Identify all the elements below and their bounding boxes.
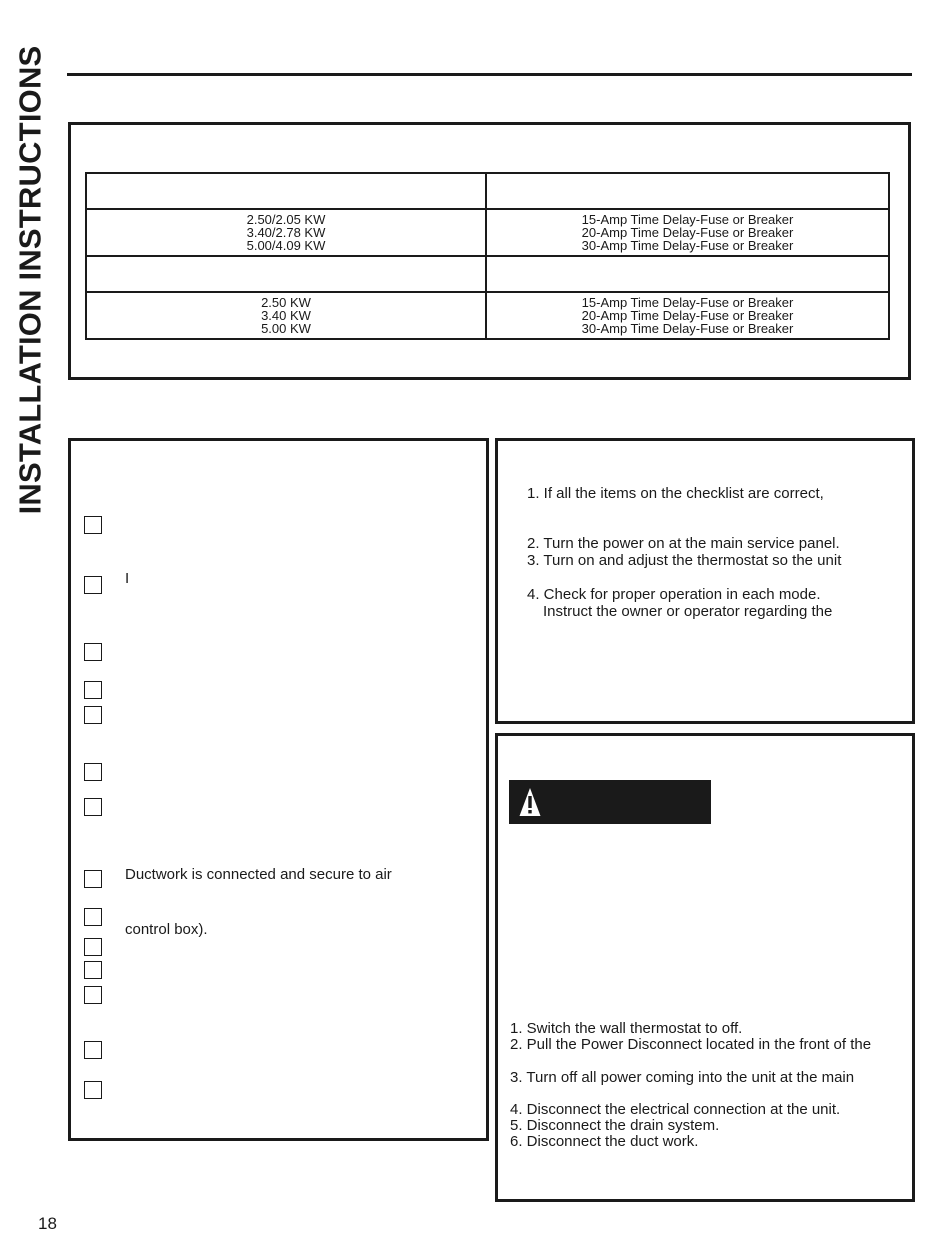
fuse-cell <box>486 209 889 256</box>
rating-cell <box>86 209 486 256</box>
section-title-vertical <box>12 36 48 524</box>
rating-value: 3.40/2.78 KW <box>246 225 326 240</box>
fuse-value: 20-Amp Time Delay-Fuse or Breaker <box>581 225 794 240</box>
checklist-checkbox[interactable] <box>84 1041 102 1059</box>
checklist-checkbox[interactable] <box>84 961 102 979</box>
fuse-value: 15-Amp Time Delay-Fuse or Breaker <box>581 295 794 310</box>
rating-value: 3.40 KW <box>261 308 311 323</box>
installation-checklist-panel <box>68 438 489 1141</box>
checklist-checkbox[interactable] <box>84 908 102 926</box>
header-cell <box>486 256 889 292</box>
fuse-value: 15-Amp Time Delay-Fuse or Breaker <box>581 212 794 227</box>
rating-value: 2.50 KW <box>261 295 311 310</box>
rating-value: 5.00 KW <box>261 321 311 336</box>
page-number: 18 <box>38 1214 57 1233</box>
startup-step-continued: Instruct the owner or operator regarding the <box>543 603 833 620</box>
rating-cell <box>86 292 486 339</box>
unit-removal-panel <box>495 733 915 1202</box>
table-row <box>86 292 889 339</box>
fuse-requirements-panel <box>68 122 911 380</box>
startup-step: 1. If all the items on the checklist are correct, <box>527 485 824 502</box>
checklist-item-text: Ductwork is connected and secure to air <box>125 866 392 883</box>
rating-value: 2.50/2.05 KW <box>246 212 326 227</box>
startup-step: 4. Check for proper operation in each mode. <box>527 586 821 603</box>
removal-step: 4. Disconnect the electrical connection at the unit. <box>510 1101 841 1118</box>
warning-banner <box>509 780 711 824</box>
top-rule <box>67 73 912 76</box>
startup-step: 2. Turn the power on at the main service panel. <box>527 535 840 552</box>
checklist-checkbox[interactable] <box>84 798 102 816</box>
fuse-value: 30-Amp Time Delay-Fuse or Breaker <box>581 238 794 253</box>
table-header-row <box>86 256 889 292</box>
header-cell <box>486 173 889 209</box>
table-header-row <box>86 173 889 209</box>
fuse-value: 30-Amp Time Delay-Fuse or Breaker <box>581 321 794 336</box>
removal-step: 3. Turn off all power coming into the unit at the main <box>510 1069 855 1086</box>
removal-step: 5. Disconnect the drain system. <box>510 1117 720 1134</box>
removal-step: 1. Switch the wall thermostat to off. <box>510 1020 743 1037</box>
header-cell <box>86 173 486 209</box>
section-title: INSTALLATION INSTRUCTIONS <box>12 45 48 515</box>
fuse-cell <box>486 292 889 339</box>
checklist-checkbox[interactable] <box>84 706 102 724</box>
removal-step: 2. Pull the Power Disconnect located in the front of the <box>510 1036 872 1053</box>
header-cell <box>86 256 486 292</box>
startup-panel <box>495 438 915 724</box>
table-row <box>86 209 889 256</box>
fuse-value: 20-Amp Time Delay-Fuse or Breaker <box>581 308 794 323</box>
checklist-checkbox[interactable] <box>84 938 102 956</box>
checklist-checkbox[interactable] <box>84 986 102 1004</box>
fuse-table <box>85 172 890 340</box>
checklist-checkbox[interactable] <box>84 576 102 594</box>
checklist-checkbox[interactable] <box>84 516 102 534</box>
checklist-checkbox[interactable] <box>84 681 102 699</box>
checklist-item-text: control box). <box>125 921 208 938</box>
removal-step: 6. Disconnect the duct work. <box>510 1133 699 1150</box>
startup-step: 3. Turn on and adjust the thermostat so the unit <box>527 552 842 569</box>
checklist-item-text: I <box>125 570 130 587</box>
checklist-checkbox[interactable] <box>84 643 102 661</box>
checklist-checkbox[interactable] <box>84 870 102 888</box>
checklist-checkbox[interactable] <box>84 1081 102 1099</box>
rating-value: 5.00/4.09 KW <box>246 238 326 253</box>
warning-triangle-icon <box>519 787 541 817</box>
checklist-checkbox[interactable] <box>84 763 102 781</box>
